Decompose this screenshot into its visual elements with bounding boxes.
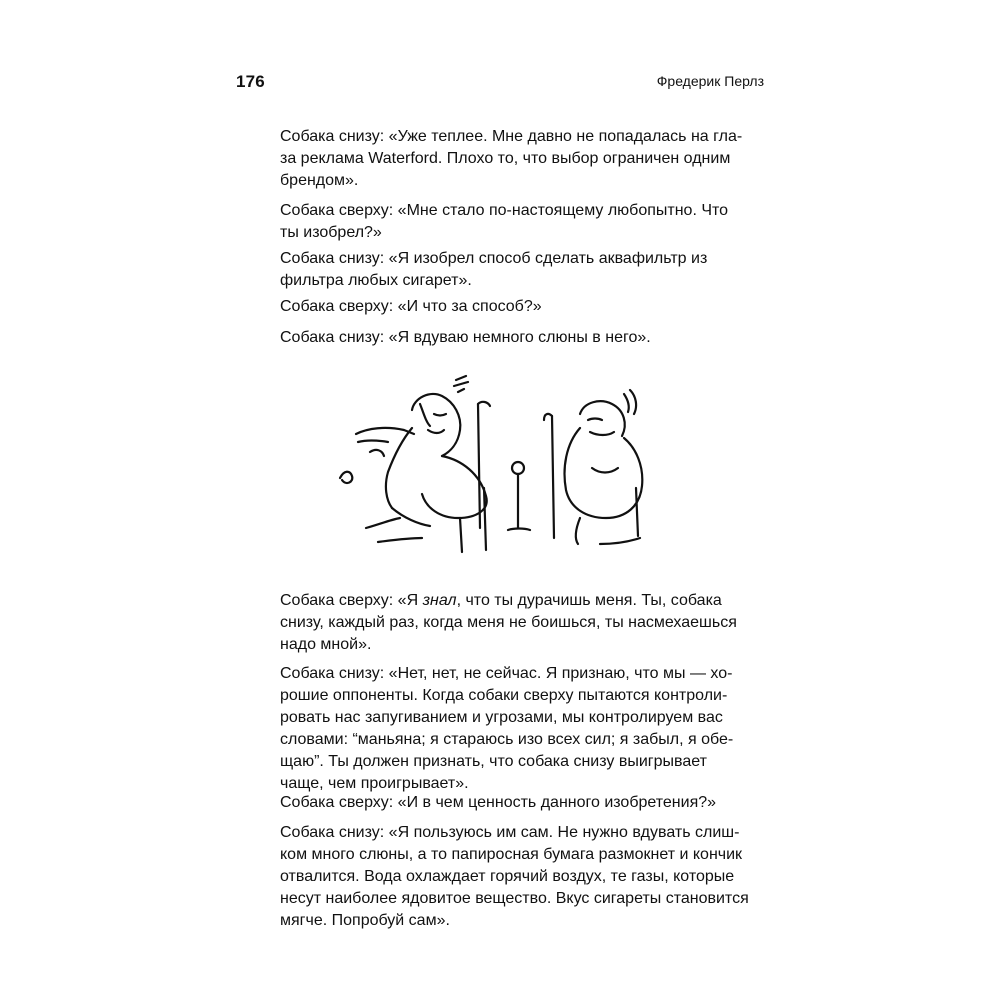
running-head: Фредерик Перлз bbox=[656, 73, 764, 89]
paragraph: Собака сверху: «И что за способ?» bbox=[280, 298, 542, 315]
paragraph-text: , что ты дурачишь меня. Ты, собака снизу, каждый раз, когда меня не боишься, ты насмехаешься надо мной». bbox=[280, 592, 737, 653]
paragraph: Собака снизу: «Я вдуваю немного слюны в него». bbox=[280, 329, 651, 346]
paragraph: Собака снизу: «Нет, нет, не сейчас. Я признаю, что мы — хо- рошие оппоненты. Когда собаки сверху пытаются контроли- ровать нас запугиванием и угрозами, мы контролируем вас словами: “маньяна; я стараюсь изо всех сил; я забыл, я обе- щаю”. Ты должен признать, что собака снизу выигрывает чаще, чем проигрывает». bbox=[280, 665, 734, 792]
paragraph: Собака сверху: «И в чем ценность данного изобретения?» bbox=[280, 794, 717, 811]
paragraph-text: Собака сверху: «Я bbox=[280, 592, 423, 609]
paragraph: Собака снизу: «Я изобрел способ сделать аквафильтр из фильтра любых сигарет». bbox=[280, 250, 708, 289]
emphasis-text: знал bbox=[422, 592, 457, 609]
paragraph: Собака снизу: «Уже теплее. Мне давно не попадалась на гла- за реклама Waterford. Плохо то, что выбор ограничен одним брендом». bbox=[280, 128, 743, 189]
page-number: 176 bbox=[236, 72, 265, 91]
two-seated-figures-drawing-icon bbox=[330, 368, 666, 556]
paragraph: Собака снизу: «Я пользуюсь им сам. Не нужно вдувать слиш- ком много слюны, а то папиросная бумага размокнет и кончик отвалится. Вода охлаждает горячий воздух, те газы, которые несут наиболее ядовитое вещество. Вкус сигареты становится мягче. Попробуй сам». bbox=[280, 824, 749, 929]
paragraph-emphasis bbox=[280, 590, 764, 656]
paragraph: Собака сверху: «Мне стало по-настоящему любопытно. Что ты изобрел?» bbox=[280, 202, 729, 241]
